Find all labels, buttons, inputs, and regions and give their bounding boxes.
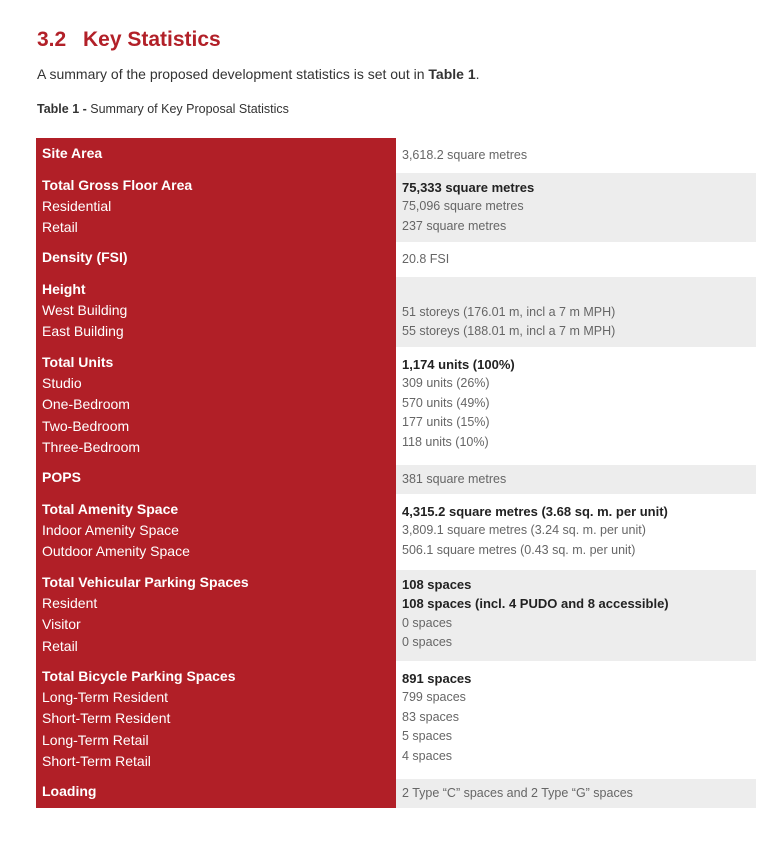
row-value-cell [396,465,756,494]
row-value-cell [396,350,756,462]
row-value: 118 units (10%) [402,434,489,449]
row-value: 5 spaces [402,729,453,744]
row-label-cell [36,274,396,347]
row-label-cell [36,494,396,567]
row-sublabel: Short-Term Resident [42,710,171,727]
row-sublabel: Resident [42,594,98,611]
row-value: 381 square metres [402,472,507,487]
row-value: 799 spaces [402,690,466,705]
table-caption [37,102,289,116]
row-label-cell [36,661,396,776]
row-sublabel: Visitor [42,616,81,633]
table-row [36,661,756,776]
row-heading: Total Bicycle Parking Spaces [42,667,236,684]
row-value: 55 storeys (188.01 m, incl a 7 m MPH) [402,324,616,339]
table-row [36,494,756,567]
row-value: 51 storeys (176.01 m, incl a 7 m MPH) [402,304,616,319]
row-value: 0 spaces [402,615,453,630]
row-value: 108 spaces (incl. 4 PUDO and 8 accessible) [402,596,669,612]
table-row [36,462,756,494]
intro-text: A summary of the proposed development statistics is set out in [37,66,429,82]
row-value: 83 spaces [402,709,459,724]
table-reference: Table 1 [428,66,476,82]
row-value: 4,315.2 square metres (3.68 sq. m. per unit) [402,503,668,519]
row-value: 177 units (15%) [402,415,490,430]
table-row [36,567,756,661]
row-sublabel: Studio [42,375,82,392]
row-value: 1,174 units (100%) [402,356,515,372]
row-value: 75,096 square metres [402,199,524,213]
table-row [36,170,756,243]
row-value: 108 spaces [402,576,472,592]
intro-paragraph [37,66,480,82]
row-heading: Density (FSI) [42,249,128,266]
row-sublabel: Residential [42,197,112,214]
caption-label: Table 1 - [37,102,87,116]
row-sublabel: Short-Term Retail [42,753,151,770]
row-value: 309 units (26%) [402,376,490,391]
row-heading: Total Amenity Space [42,500,179,517]
row-label-cell [36,776,396,808]
row-value-cell [396,570,756,661]
row-value: 3,809.1 square metres (3.24 sq. m. per unit) [402,523,646,538]
row-value-cell [396,664,756,776]
row-value: 0 spaces [402,635,453,650]
row-heading: Site Area [42,145,103,161]
row-value: 75,333 square metres [402,179,535,195]
row-label-cell [36,170,396,243]
table-row [36,776,756,808]
row-sublabel: Outdoor Amenity Space [42,543,190,560]
row-value: 237 square metres [402,218,507,233]
key-statistics-table [36,138,756,808]
row-heading: Total Units [42,353,114,370]
row-heading: Height [42,280,86,297]
row-value: 20.8 FSI [402,252,450,267]
row-heading: Loading [42,783,97,800]
table-row [36,242,756,274]
caption-text: Summary of Key Proposal Statistics [86,102,289,116]
row-value: 570 units (49%) [402,395,490,410]
row-value-cell [396,245,756,274]
row-sublabel: West Building [42,302,128,319]
row-label-cell [36,242,396,274]
row-sublabel: Long-Term Retail [42,731,149,748]
row-value-cell [396,497,756,567]
row-value: 2 Type “C” spaces and 2 Type “G” spaces [402,786,633,801]
row-heading: Total Gross Floor Area [42,176,193,193]
row-value-cell [396,173,756,243]
row-label-cell [36,567,396,661]
row-sublabel: One-Bedroom [42,396,130,413]
row-label-cell [36,138,396,170]
table-row [36,274,756,347]
intro-end: . [475,66,480,82]
row-label-cell [36,462,396,494]
row-value: 3,618.2 square metres [402,148,528,162]
row-value-cell [396,141,756,170]
table-row [36,347,756,462]
row-sublabel: Retail [42,219,78,236]
section-title: Key Statistics [83,28,221,51]
section-number: 3.2 [37,28,67,51]
row-sublabel: Indoor Amenity Space [42,522,179,539]
row-sublabel: Long-Term Resident [42,689,169,706]
section-heading [37,28,221,52]
row-value: 506.1 square metres (0.43 sq. m. per unit) [402,542,636,557]
row-sublabel: East Building [42,323,124,340]
row-value: 4 spaces [402,748,453,763]
row-heading: POPS [42,469,81,486]
row-value-cell [396,277,756,347]
row-value-cell [396,779,756,808]
row-label-cell [36,347,396,462]
row-value: 891 spaces [402,670,472,686]
row-sublabel: Three-Bedroom [42,438,141,455]
table-row [36,138,756,170]
row-value [402,282,750,303]
row-sublabel: Two-Bedroom [42,417,130,434]
row-heading: Total Vehicular Parking Spaces [42,573,249,590]
row-sublabel: Retail [42,637,78,654]
